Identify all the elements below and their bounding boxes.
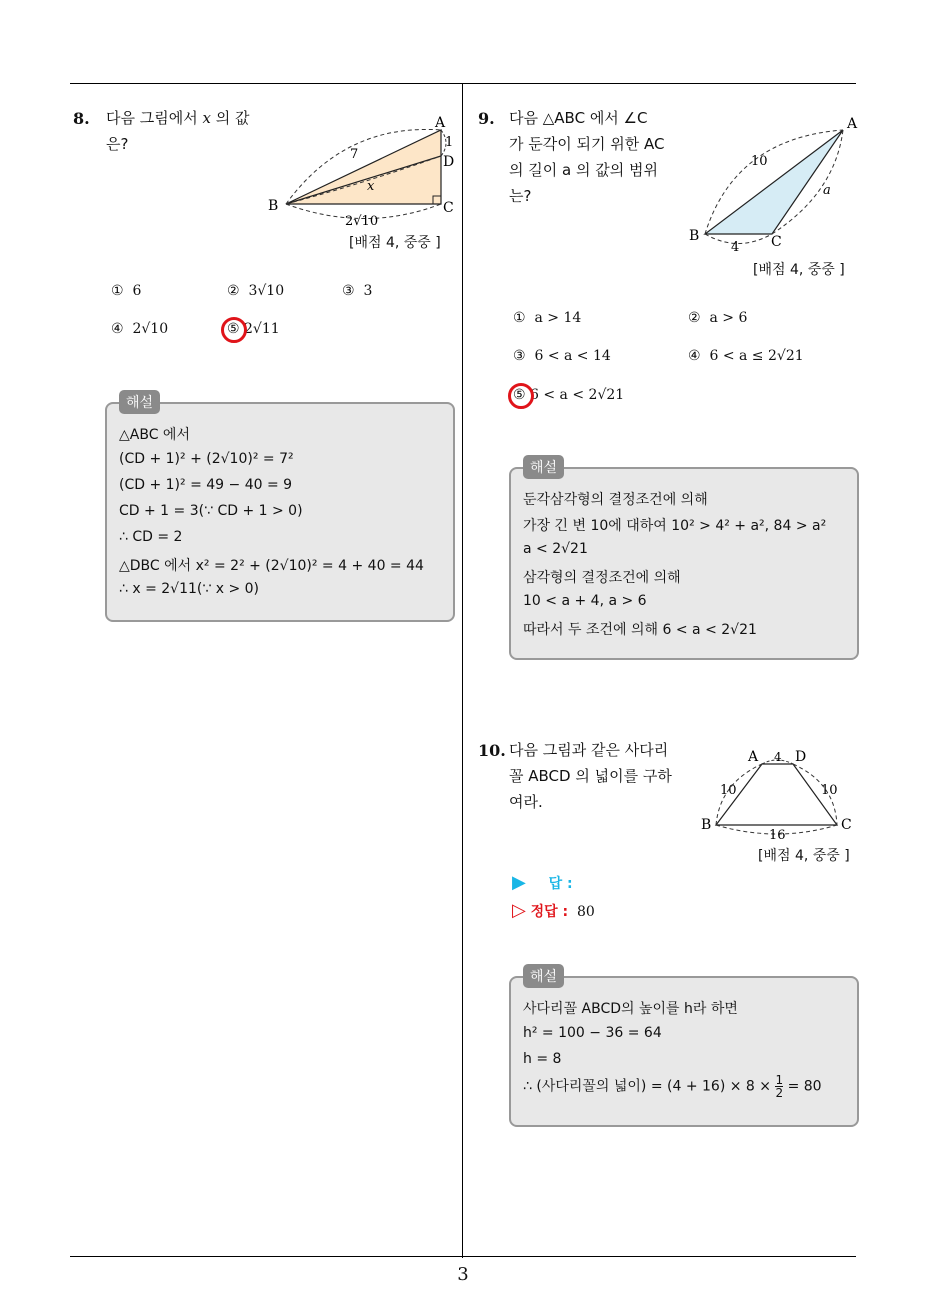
q8-len-ba: 7 bbox=[350, 147, 359, 162]
q10-label-b: B bbox=[701, 817, 712, 833]
choice-value: 3√10 bbox=[248, 283, 285, 299]
q8-choice-2[interactable] bbox=[227, 283, 284, 299]
q9-sol-line-1: 둔각삼각형의 결정조건에 의해 bbox=[523, 492, 708, 508]
q9-label-c: C bbox=[771, 234, 782, 250]
q8-figure bbox=[265, 113, 460, 233]
choice-mark: ① bbox=[111, 283, 124, 299]
fraction-half bbox=[775, 1074, 783, 1099]
q8-score: [배점 4, 중중 ] bbox=[349, 235, 441, 251]
q10-figure bbox=[695, 743, 865, 843]
q8-len-bc: 2√10 bbox=[345, 214, 379, 229]
frac-den: 2 bbox=[775, 1086, 784, 1100]
q9-score: [배점 4, 중중 ] bbox=[753, 262, 845, 278]
q10-text-2: 꼴 ABCD 의 넓이를 구하 bbox=[509, 767, 672, 785]
q9-text-3: 의 길이 a 의 값의 범위 bbox=[509, 161, 658, 179]
choice-mark: ③ bbox=[513, 348, 526, 364]
q9-text-4: 는? bbox=[509, 187, 532, 205]
choice-value: 2√10 bbox=[132, 321, 169, 337]
q10-sol-line-1: 사다리꼴 ABCD의 높이를 h라 하면 bbox=[523, 1001, 738, 1017]
q9-choice-1[interactable] bbox=[513, 310, 581, 326]
q9-len-bc: 4 bbox=[731, 240, 740, 255]
q9-sol-line-4: 삼각형의 결정조건에 의해 bbox=[523, 570, 681, 586]
choice-mark: ② bbox=[688, 310, 701, 326]
q10-label-d: D bbox=[795, 749, 807, 765]
q9-text-2: 가 둔각이 되기 위한 AC bbox=[509, 135, 665, 153]
choice-mark: ④ bbox=[111, 321, 124, 337]
q10-sol-line-2: h² = 100 − 36 = 64 bbox=[523, 1025, 662, 1041]
correct-value: 80 bbox=[576, 904, 595, 920]
q10-len-top: 4 bbox=[774, 750, 782, 764]
q9-len-ba: 10 bbox=[751, 154, 768, 169]
choice-value: 6 < a ≤ 2√21 bbox=[709, 348, 804, 364]
q10-text-3: 여라. bbox=[509, 793, 543, 811]
q8-choice-4[interactable] bbox=[111, 321, 168, 337]
choice-mark: ⑤ bbox=[227, 321, 240, 337]
choice-mark: ① bbox=[513, 310, 526, 326]
q8-sol-line-2: (CD + 1)² + (2√10)² = 7² bbox=[119, 451, 294, 467]
q9-label-b: B bbox=[689, 228, 700, 244]
q8-text-2: 의 값 bbox=[215, 109, 250, 127]
q8-text bbox=[106, 105, 250, 157]
q8-len-x: x bbox=[367, 179, 375, 194]
q9-triangle-abc bbox=[705, 130, 843, 234]
q10-sol-line-3: h = 8 bbox=[523, 1051, 562, 1067]
q10-answer-row bbox=[512, 872, 573, 893]
choice-value: 2√11 bbox=[244, 321, 280, 337]
q9-sol-line-5: 10 < a + 4, a > 6 bbox=[523, 593, 647, 609]
q8-label-b: B bbox=[268, 198, 279, 214]
page-number: 3 bbox=[457, 1264, 469, 1285]
q10-len-left: 10 bbox=[720, 783, 737, 798]
q8-choice-3[interactable] bbox=[342, 283, 372, 299]
q8-number: 8. bbox=[73, 109, 90, 128]
choice-mark: ② bbox=[227, 283, 240, 299]
choice-mark: ④ bbox=[688, 348, 701, 364]
q10-score: [배점 4, 중중 ] bbox=[758, 848, 850, 864]
q8-solution-box bbox=[105, 402, 455, 622]
answer-label: 답 : bbox=[548, 876, 573, 892]
q10-len-right: 10 bbox=[821, 783, 838, 798]
q8-answer-circle-icon bbox=[221, 317, 247, 343]
q9-solution-box bbox=[509, 467, 859, 660]
q8-var: x bbox=[202, 109, 211, 127]
q8-len-ad: 1 bbox=[445, 135, 454, 150]
bottom-rule bbox=[70, 1256, 856, 1257]
q8-sol-line-1: △ABC 에서 bbox=[119, 427, 190, 443]
q9-answer-circle-icon bbox=[508, 383, 534, 409]
choice-value: 6 < a < 2√21 bbox=[530, 387, 625, 403]
q10-len-bottom: 16 bbox=[769, 828, 786, 843]
choice-mark: ③ bbox=[342, 283, 355, 299]
q9-figure bbox=[685, 113, 865, 258]
q9-sol-line-6: 따라서 두 조건에 의해 6 < a < 2√21 bbox=[523, 622, 757, 638]
correct-label: 정답 : bbox=[530, 904, 569, 920]
q9-choice-3[interactable] bbox=[513, 348, 611, 364]
q10-text bbox=[509, 737, 672, 815]
q10-label-c: C bbox=[841, 817, 852, 833]
q10-text-1: 다음 그림과 같은 사다리 bbox=[509, 741, 669, 759]
q10-solution-tag: 해설 bbox=[523, 964, 564, 988]
q10-sol-line-4 bbox=[523, 1074, 822, 1099]
q8-label-c: C bbox=[443, 200, 454, 216]
choice-value: 3 bbox=[363, 283, 373, 299]
q8-label-a: A bbox=[435, 115, 446, 131]
choice-value: 6 < a < 14 bbox=[534, 348, 611, 364]
q9-choice-2[interactable] bbox=[688, 310, 747, 326]
top-rule bbox=[70, 83, 856, 84]
choice-mark: ⑤ bbox=[513, 387, 526, 403]
q9-text-1: 다음 △ABC 에서 ∠C bbox=[509, 109, 648, 127]
q10-correct-row bbox=[512, 900, 595, 921]
q9-choice-4[interactable] bbox=[688, 348, 804, 364]
choice-value: a > 14 bbox=[534, 310, 582, 326]
frac-num: 1 bbox=[775, 1073, 784, 1087]
q10-sol-line-4-text: ∴ (사다리꼴의 넓이) = (4 + 16) × 8 × bbox=[523, 1078, 772, 1095]
q8-text-1: 다음 그림에서 bbox=[106, 109, 198, 127]
q8-sol-line-5: ∴ CD = 2 bbox=[119, 529, 183, 545]
q8-label-d: D bbox=[443, 154, 455, 170]
q8-text-3: 은? bbox=[106, 135, 129, 153]
q8-solution-tag: 해설 bbox=[119, 390, 160, 414]
q9-text bbox=[509, 105, 664, 209]
q9-sol-line-3: a < 2√21 bbox=[523, 541, 588, 557]
answer-arrow-icon: ▶ bbox=[512, 872, 526, 893]
q9-len-ca: a bbox=[823, 183, 831, 198]
q9-sol-line-2: 가장 긴 변 10에 대하여 10² > 4² + a², 84 > a² bbox=[523, 518, 827, 534]
q10-number: 10. bbox=[478, 741, 506, 760]
q8-sol-line-4: CD + 1 = 3(∵ CD + 1 > 0) bbox=[119, 503, 303, 519]
column-divider bbox=[462, 83, 463, 1258]
q10-sol-line-4-result: = 80 bbox=[787, 1078, 822, 1095]
q10-label-a: A bbox=[748, 749, 759, 765]
choice-value: a > 6 bbox=[709, 310, 748, 326]
correct-arrow-icon: ▷ bbox=[512, 900, 526, 921]
q10-solution-box bbox=[509, 976, 859, 1127]
q8-sol-line-6: △DBC 에서 x² = 2² + (2√10)² = 4 + 40 = 44 bbox=[119, 558, 424, 574]
q8-sol-line-3: (CD + 1)² = 49 − 40 = 9 bbox=[119, 477, 293, 493]
q8-sol-line-7: ∴ x = 2√11(∵ x > 0) bbox=[119, 581, 260, 597]
q9-solution-tag: 해설 bbox=[523, 455, 564, 479]
choice-value: 6 bbox=[132, 283, 142, 299]
q9-label-a: A bbox=[847, 116, 858, 132]
q9-number: 9. bbox=[478, 109, 495, 128]
q8-choice-1[interactable] bbox=[111, 283, 141, 299]
